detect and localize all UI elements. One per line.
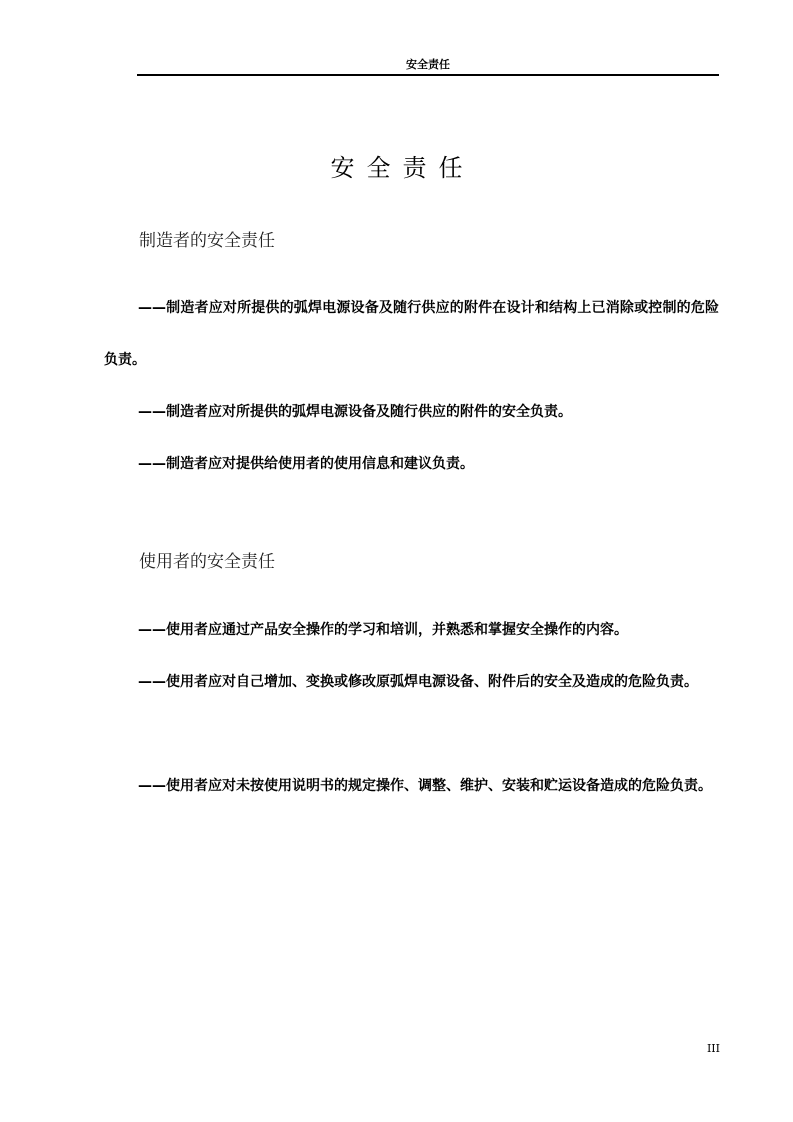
page-number: III — [706, 1042, 720, 1055]
section-heading-user: 使用者的安全责任 — [139, 552, 275, 572]
paragraph-manufacturer-1: ——制造者应对所提供的弧焊电源设备及随行供应的附件在设计和结构上已消除或控制的危险负责。 — [104, 300, 719, 368]
running-header-title: 安全责任 — [406, 58, 450, 71]
document-title: 安全责任 — [330, 154, 475, 182]
paragraph-manufacturer-3: ——制造者应对提供给使用者的使用信息和建议负责。 — [138, 456, 474, 472]
paragraph-user-2: ——使用者应对自己增加、变换或修改原弧焊电源设备、附件后的安全及造成的危险负责。 — [138, 674, 698, 690]
section-heading-manufacturer: 制造者的安全责任 — [139, 231, 275, 251]
paragraph-manufacturer-2: ——制造者应对所提供的弧焊电源设备及随行供应的附件的安全负责。 — [138, 404, 572, 420]
paragraph-user-3: ——使用者应对未按使用说明书的规定操作、调整、维护、安装和贮运设备造成的危险负责。 — [138, 778, 712, 794]
paragraph-user-1: ——使用者应通过产品安全操作的学习和培训，并熟悉和掌握安全操作的内容。 — [138, 622, 628, 638]
header-divider — [137, 74, 719, 76]
